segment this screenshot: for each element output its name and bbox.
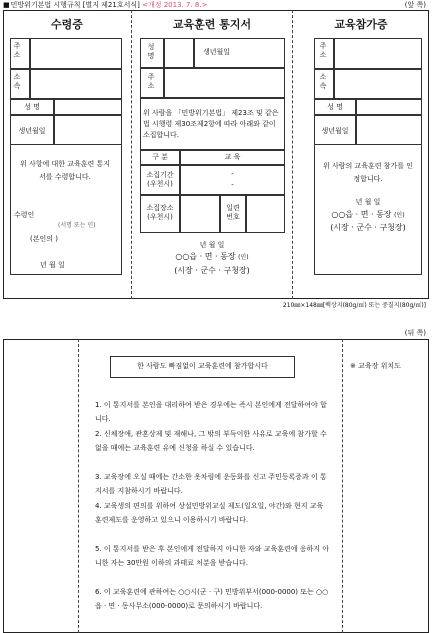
receipt-address-field[interactable]	[30, 38, 122, 69]
notice-name-field[interactable]	[164, 38, 194, 68]
back-cut-line-right	[342, 339, 344, 633]
notice-authority: (시장 · 군수 · 구청장)	[174, 266, 250, 275]
period-dash-2: -	[231, 181, 234, 189]
receipt-title: 수령증	[51, 18, 83, 31]
notice-issuer: ○○읍 · 면 · 동장	[175, 252, 236, 261]
serial-label: 일련 번호	[226, 204, 240, 221]
back-page-label: (뒤 쪽)	[404, 329, 426, 337]
attendance-address-label: 주 소	[319, 42, 327, 59]
attendance-affiliation-field[interactable]	[334, 69, 422, 99]
square-bullet-icon	[3, 1, 11, 9]
notice-item-6: 6. 이 교육훈련에 관하여는 ○○시(군 · 구) 민방위부서(000-0000) 또는 ○○읍 · 면 · 동사무소(000-0000)로 문의하시기 바랍니다.	[95, 588, 329, 610]
law-ref-text: 민방위기본법 시행규칙 [별지 제21호서식]	[10, 1, 140, 9]
revision-date: <개정 2013. 7. 8.>	[142, 1, 208, 9]
notice-issuer-line	[132, 251, 292, 262]
notice-item-2: 2. 신체장애, 관혼상제 및 재해나, 그 밖의 부득이한 사유로 교육에 참가할 수 없을 때에는 교육훈련 유예 신청을 하실 수 있습니다.	[95, 430, 327, 452]
attendance-statement: 위 사람의 교육훈련 참가를 인정합니다.	[322, 162, 414, 183]
notice-item-3: 3. 교육장에 오실 때에는 간소한 옷차림에 운동화를 신고 주민등록증과 이 통지서를 지참하시기 바랍니다.	[95, 473, 327, 495]
notice-item-1: 1. 이 통지서를 본인을 대리하여 받은 경우에는 즉시 본인에게 전달하여야 합니다.	[95, 401, 327, 423]
notice-item-5: 5. 이 통지서를 받은 후 본인에게 전달하지 아니한 자와 교육훈련에 응하지 아니한 자는 30만원 이하의 과태료 처분을 받습니다.	[95, 545, 330, 567]
receipt-affiliation-field[interactable]	[30, 69, 122, 99]
receipt-birth-field[interactable]	[54, 115, 122, 145]
attendance-issuer-line	[314, 209, 422, 220]
receipt-name-field[interactable]	[54, 99, 122, 115]
attendance-birth-label: 생년월일	[321, 127, 349, 135]
notice-date: 년 월 일	[199, 241, 225, 249]
map-label: ※ 교육장 위치도	[350, 362, 401, 370]
notice-title: 교육훈련 통지서	[172, 18, 252, 31]
banner-text: 한 사람도 빠짐없이 교육훈련에 참가합시다	[137, 362, 268, 370]
notice-address-field[interactable]	[164, 68, 285, 98]
receipt-affiliation-label: 소 속	[13, 73, 21, 90]
notice-seal: (인)	[238, 254, 249, 261]
receipt-name-label: 성 명	[24, 103, 40, 111]
attendance-seal: (인)	[394, 212, 405, 219]
paper-spec: 210㎜×148㎜[백상지(80g/㎡) 또는 중질지(80g/㎡)]	[282, 302, 426, 309]
attendance-authority: (시장 · 군수 · 구청장)	[330, 223, 406, 232]
front-page-label: (앞 쪽)	[404, 1, 426, 9]
attendance-birth-field[interactable]	[356, 115, 422, 145]
period-label: 소집기간 (우천시)	[146, 171, 174, 188]
training-header: 교 육	[224, 153, 241, 161]
notice-address-label: 주 소	[147, 73, 155, 90]
attendance-date: 년 월 일	[355, 198, 381, 206]
receipt-statement: 위 사항에 대한 교육훈련 통지서를 수령합니다.	[19, 160, 111, 181]
notice-name-label: 성 명	[147, 43, 155, 60]
attendance-issuer: ○○읍 · 면 · 동장	[331, 210, 392, 219]
back-cut-line-left	[78, 339, 80, 633]
place-label: 소집장소 (우천시)	[146, 204, 174, 221]
attendance-title: 교육참가증	[334, 18, 388, 31]
recipient-label: 수령인	[14, 211, 35, 219]
receipt-address-label: 주 소	[13, 42, 21, 59]
signature-hint: (서명 또는 인)	[58, 222, 96, 229]
category-header: 구 분	[152, 153, 168, 161]
notice-statement: 위 사람을 「민방위기본법」 제23조 및 같은 법 시행령 제30조제2항에 따라 아래와 같이 소집합니다.	[143, 109, 279, 139]
place-field[interactable]	[180, 195, 220, 233]
receipt-birth-label: 생년월일	[18, 127, 46, 135]
attendance-affiliation-label: 소 속	[319, 73, 327, 90]
receipt-date: 년 월 일	[40, 261, 65, 269]
serial-field[interactable]	[246, 195, 285, 233]
attendance-address-field[interactable]	[334, 38, 422, 69]
law-reference	[3, 1, 207, 10]
attendance-name-field[interactable]	[356, 99, 422, 115]
attendance-name-label: 성 명	[327, 103, 343, 111]
self-relation: (본인의 )	[30, 235, 58, 243]
notice-birth-label: 생년월일	[203, 48, 231, 56]
notice-item-4: 4. 교육생의 편의를 위하여 상설민방위교실 제도(일요일, 야간)와 현지 교육훈련제도를 운영하고 있으니 이용하시기 바랍니다.	[95, 502, 324, 524]
period-dash-1: -	[231, 170, 234, 178]
cut-line-right	[292, 10, 294, 299]
